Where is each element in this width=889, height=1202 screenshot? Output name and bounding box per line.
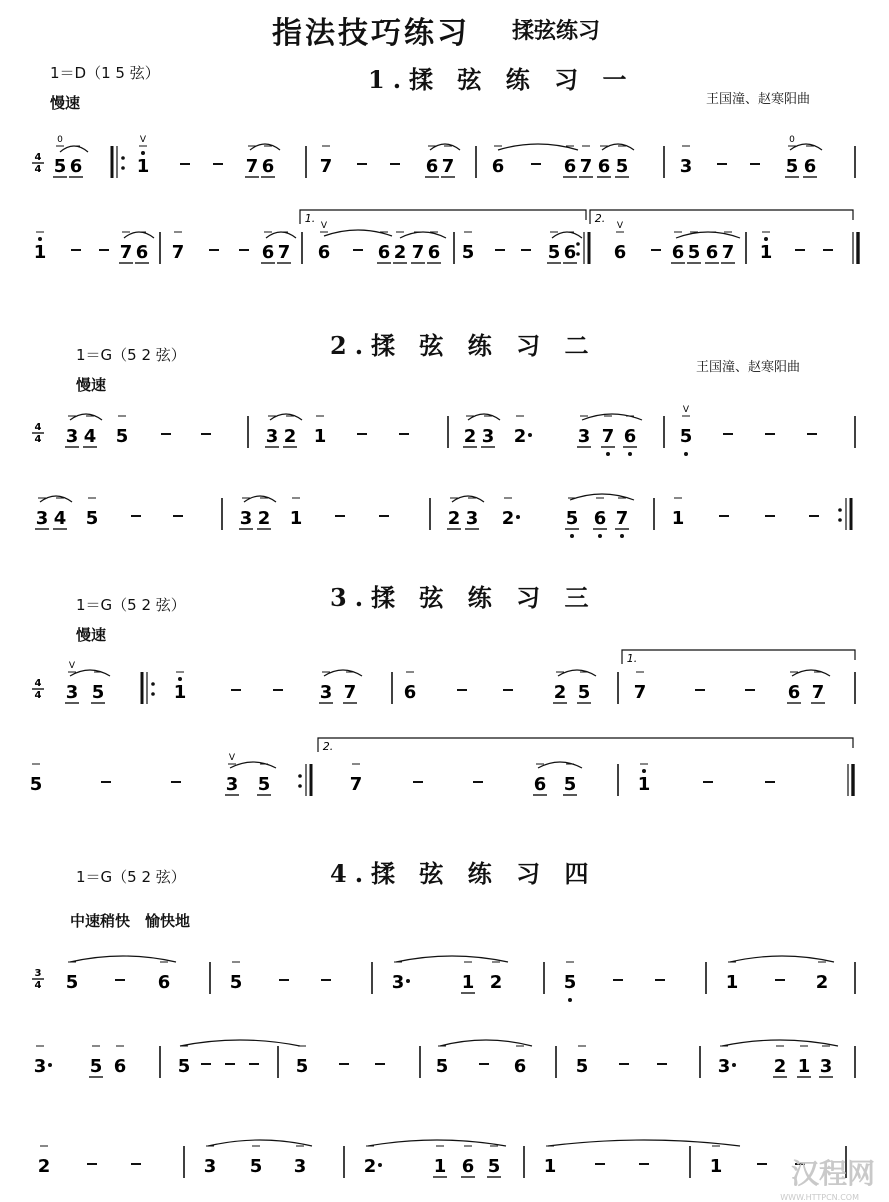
- fingering-mark: V: [228, 753, 236, 763]
- section-1-key: 1＝D（1 5 弦）: [50, 64, 160, 82]
- note: 1: [671, 508, 685, 529]
- note: 6: [597, 156, 611, 177]
- fingering-mark: 0: [789, 135, 795, 145]
- high-octave-dot: [178, 677, 182, 681]
- note: 3: [679, 156, 693, 177]
- section-1-tempo: 慢速: [50, 94, 81, 112]
- note: 2: [463, 426, 477, 447]
- note: 7: [349, 774, 363, 795]
- fingering-mark: V: [616, 221, 624, 231]
- augmentation-dot: [528, 433, 532, 437]
- high-octave-dot: [38, 237, 42, 241]
- note: 6: [261, 156, 275, 177]
- page-title: 指法技巧练习: [272, 16, 470, 51]
- fingering-mark: V: [68, 661, 76, 671]
- note: 5: [461, 242, 475, 263]
- slur: [324, 230, 392, 236]
- note: 5: [229, 972, 243, 993]
- high-octave-dot: [764, 237, 768, 241]
- slur: [266, 232, 296, 238]
- high-octave-dot: [141, 151, 145, 155]
- slur: [676, 232, 740, 238]
- note: 6: [623, 426, 637, 447]
- note: 6: [113, 1056, 127, 1077]
- slur: [70, 414, 102, 420]
- slur: [180, 1040, 300, 1046]
- note: 3: [391, 972, 405, 993]
- low-octave-dot: [598, 534, 602, 538]
- slur: [40, 496, 72, 502]
- note: 6: [461, 1156, 475, 1177]
- augmentation-dot: [48, 1063, 52, 1067]
- note: 3: [465, 508, 479, 529]
- time-signature-top: 4: [34, 422, 42, 433]
- note: 5: [89, 1056, 103, 1077]
- note: 2: [553, 682, 567, 703]
- note: 5: [785, 156, 799, 177]
- repeat-dot: [838, 508, 842, 512]
- note: 5: [679, 426, 693, 447]
- note: 2: [773, 1056, 787, 1077]
- note: 1: [543, 1156, 557, 1177]
- repeat-dot: [576, 252, 580, 256]
- note: 3: [33, 1056, 47, 1077]
- note: 1: [637, 774, 651, 795]
- slur: [368, 1140, 506, 1146]
- note: 2: [447, 508, 461, 529]
- repeat-dot: [121, 166, 125, 170]
- note: 1: [759, 242, 773, 263]
- note: 3: [293, 1156, 307, 1177]
- repeat-dot: [298, 774, 302, 778]
- note: 4: [83, 426, 97, 447]
- note: 3: [35, 508, 49, 529]
- note: 6: [593, 508, 607, 529]
- repeat-dot: [121, 156, 125, 160]
- note: 5: [91, 682, 105, 703]
- low-octave-dot: [606, 452, 610, 456]
- note: 3: [319, 682, 333, 703]
- slur: [548, 1140, 740, 1146]
- slur: [722, 1040, 838, 1046]
- note: 7: [579, 156, 593, 177]
- note: 6: [533, 774, 547, 795]
- note: 1: [797, 1056, 811, 1077]
- slur: [396, 956, 508, 962]
- slur: [552, 232, 582, 238]
- slur: [498, 144, 578, 150]
- time-signature-bottom: 4: [34, 434, 42, 445]
- note: 6: [377, 242, 391, 263]
- note: 7: [615, 508, 629, 529]
- site-watermark: 汉程网: [790, 1157, 875, 1190]
- note: 2: [815, 972, 829, 993]
- note: 7: [411, 242, 425, 263]
- slur: [602, 144, 634, 150]
- slur: [70, 956, 176, 962]
- time-signature-bottom: 4: [34, 690, 42, 701]
- note: 5: [65, 972, 79, 993]
- note: 7: [441, 156, 455, 177]
- section-3-tempo: 慢速: [76, 626, 107, 644]
- note: 2: [37, 1156, 51, 1177]
- note: 5: [615, 156, 629, 177]
- slur: [430, 144, 460, 150]
- note: 7: [245, 156, 259, 177]
- slur: [570, 494, 634, 500]
- note: 1: [289, 508, 303, 529]
- low-octave-dot: [628, 452, 632, 456]
- note: 5: [435, 1056, 449, 1077]
- note: 6: [69, 156, 83, 177]
- section-4-tempo: 中速稍快 愉快地: [70, 912, 191, 930]
- note: 3: [819, 1056, 833, 1077]
- time-signature-bottom: 4: [34, 164, 42, 175]
- note: 6: [427, 242, 441, 263]
- note: 6: [705, 242, 719, 263]
- note: 7: [601, 426, 615, 447]
- note: 1: [433, 1156, 447, 1177]
- slur: [250, 144, 280, 150]
- note: 6: [317, 242, 331, 263]
- note: 3: [239, 508, 253, 529]
- note: 7: [171, 242, 185, 263]
- note: 5: [547, 242, 561, 263]
- note: 6: [787, 682, 801, 703]
- time-signature-top: 4: [34, 678, 42, 689]
- slur: [440, 1040, 532, 1046]
- slur: [124, 232, 154, 238]
- note: 5: [177, 1056, 191, 1077]
- note: 5: [575, 1056, 589, 1077]
- note: 6: [513, 1056, 527, 1077]
- note: 5: [563, 774, 577, 795]
- note: 5: [295, 1056, 309, 1077]
- repeat-dot: [151, 682, 155, 686]
- note: 1: [461, 972, 475, 993]
- repeat-dot: [576, 242, 580, 246]
- note: 6: [403, 682, 417, 703]
- note: 7: [119, 242, 133, 263]
- low-octave-dot: [620, 534, 624, 538]
- note: 1: [313, 426, 327, 447]
- note: 3: [225, 774, 239, 795]
- slur: [792, 670, 830, 676]
- note: 7: [811, 682, 825, 703]
- note: 5: [115, 426, 129, 447]
- slur: [730, 956, 834, 962]
- low-octave-dot: [684, 452, 688, 456]
- note: 2: [501, 508, 515, 529]
- volta-bracket: [622, 650, 855, 664]
- note: 3: [717, 1056, 731, 1077]
- repeat-dot: [151, 692, 155, 696]
- note: 3: [481, 426, 495, 447]
- volta-label: 1.: [304, 212, 316, 225]
- volta-bracket: [590, 210, 853, 224]
- section-4-title: 4.揉 弦 练 习 四: [330, 859, 597, 888]
- augmentation-dot: [378, 1163, 382, 1167]
- volta-bracket: [300, 210, 586, 224]
- slur: [70, 670, 110, 676]
- note: 7: [277, 242, 291, 263]
- fingering-mark: V: [139, 135, 147, 145]
- section-3-key: 1＝G（5 2 弦）: [76, 596, 186, 614]
- site-watermark-url: WWW.HTTPCN.COM: [780, 1193, 859, 1202]
- note: 5: [577, 682, 591, 703]
- slur: [538, 762, 582, 768]
- note: 7: [721, 242, 735, 263]
- note: 5: [53, 156, 67, 177]
- time-signature-bottom: 4: [34, 980, 42, 991]
- section-2-key: 1＝G（5 2 弦）: [76, 346, 186, 364]
- section-3-title: 3.揉 弦 练 习 三: [330, 583, 597, 612]
- slur: [468, 414, 500, 420]
- note: 5: [85, 508, 99, 529]
- section-1-title: 1.揉 弦 练 习 一: [368, 65, 635, 94]
- repeat-dot: [838, 518, 842, 522]
- note: 6: [491, 156, 505, 177]
- repeat-dot: [298, 784, 302, 788]
- page-subtitle: 揉弦练习: [512, 19, 601, 44]
- note: 2: [489, 972, 503, 993]
- note: 2: [363, 1156, 377, 1177]
- note: 3: [65, 426, 79, 447]
- note: 1: [173, 682, 187, 703]
- slur: [208, 1140, 312, 1146]
- note: 7: [319, 156, 333, 177]
- note: 1: [136, 156, 150, 177]
- volta-label: 1.: [626, 652, 638, 665]
- note: 1: [709, 1156, 723, 1177]
- fingering-mark: 0: [57, 135, 63, 145]
- slur: [582, 414, 642, 420]
- note: 1: [33, 242, 47, 263]
- slur: [452, 496, 484, 502]
- note: 7: [633, 682, 647, 703]
- slur: [400, 232, 446, 238]
- slur: [230, 762, 276, 768]
- low-octave-dot: [570, 534, 574, 538]
- note: 4: [53, 508, 67, 529]
- section-2-title: 2.揉 弦 练 习 二: [330, 331, 597, 360]
- note: 2: [257, 508, 271, 529]
- note: 5: [29, 774, 43, 795]
- volta-bracket: [318, 738, 853, 752]
- note: 2: [393, 242, 407, 263]
- slur: [60, 146, 88, 152]
- note: 6: [563, 242, 577, 263]
- note: 5: [487, 1156, 501, 1177]
- high-octave-dot: [642, 769, 646, 773]
- note: 6: [613, 242, 627, 263]
- section-4-key: 1＝G（5 2 弦）: [76, 868, 186, 886]
- fingering-mark: V: [320, 221, 328, 231]
- time-signature-top: 3: [34, 968, 42, 979]
- slur: [324, 670, 362, 676]
- slur: [558, 670, 596, 676]
- section-1-composer: 王国潼、赵寒阳曲: [706, 92, 811, 107]
- note: 3: [265, 426, 279, 447]
- low-octave-dot: [568, 998, 572, 1002]
- note: 3: [577, 426, 591, 447]
- fingering-mark: V: [682, 405, 690, 415]
- note: 6: [803, 156, 817, 177]
- note: 6: [135, 242, 149, 263]
- note: 6: [261, 242, 275, 263]
- note: 5: [565, 508, 579, 529]
- note: 6: [563, 156, 577, 177]
- note: 5: [257, 774, 271, 795]
- volta-label: 2.: [322, 740, 334, 753]
- time-signature-top: 4: [34, 152, 42, 163]
- slur: [244, 496, 276, 502]
- note: 5: [687, 242, 701, 263]
- note: 7: [343, 682, 357, 703]
- note: 1: [725, 972, 739, 993]
- augmentation-dot: [732, 1063, 736, 1067]
- section-2-composer: 王国潼、赵寒阳曲: [696, 360, 801, 375]
- note: 3: [203, 1156, 217, 1177]
- augmentation-dot: [516, 515, 520, 519]
- note: 3: [65, 682, 79, 703]
- note: 5: [563, 972, 577, 993]
- note: 5: [249, 1156, 263, 1177]
- augmentation-dot: [406, 979, 410, 983]
- volta-label: 2.: [594, 212, 606, 225]
- note: 6: [671, 242, 685, 263]
- note: 6: [157, 972, 171, 993]
- note: 6: [425, 156, 439, 177]
- note: 2: [513, 426, 527, 447]
- section-2-tempo: 慢速: [76, 376, 107, 394]
- slur: [270, 414, 302, 420]
- note: 2: [283, 426, 297, 447]
